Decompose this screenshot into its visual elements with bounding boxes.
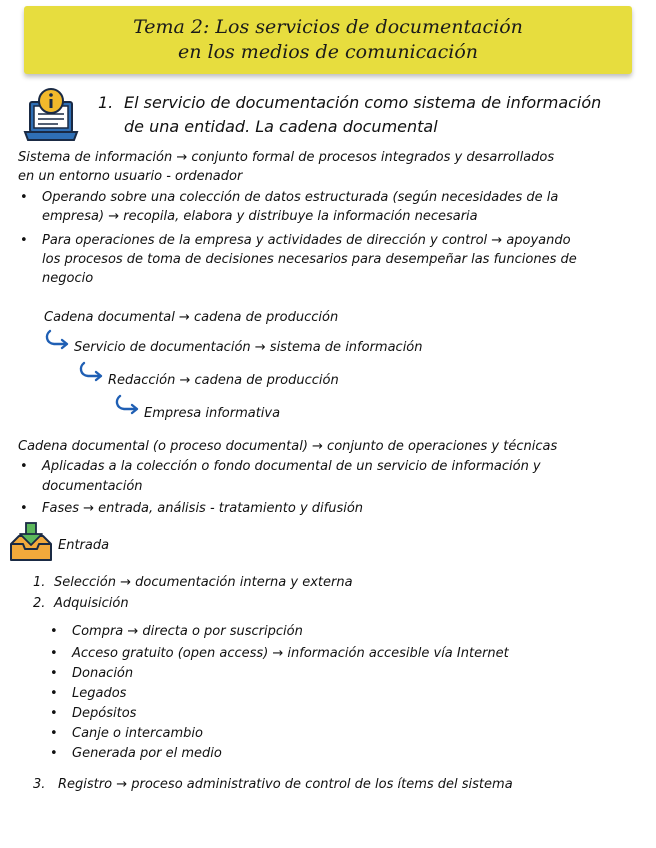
bullet-dot: • [20,190,28,205]
entrada-item-3: Registro → proceso administrativo de control de los ítems del sistema [58,777,513,792]
title-banner [24,6,632,74]
cadena-bullet-1-line-1: Aplicadas a la colección o fondo documental de un servicio de información y [42,459,541,474]
hook-arrow-icon [44,329,72,351]
cadena-bullet-2: Fases → entrada, análisis - tratamiento y difusión [42,501,364,516]
entrada-item-2-number: 2. [33,596,46,611]
bullet-dot: • [50,686,58,701]
inbox-tray-icon [8,522,54,564]
chain-line-3: Empresa informativa [144,406,281,421]
bullet-dot: • [50,624,58,639]
bullet-dot: • [50,726,58,741]
bullet-dot: • [50,706,58,721]
bullet-dot: • [50,646,58,661]
hook-arrow-icon [114,394,142,416]
sistema-bullet-1-line-1: Operando sobre una colección de datos estructurada (según necesidades de la [42,190,559,205]
section-1-number: 1. [98,93,114,112]
bullet-dot: • [20,459,28,474]
section-1-title-line-1: El servicio de documentación como sistema de información [124,93,602,112]
sistema-bullet-1-line-2: empresa) → recopila, elabora y distribuye la información necesaria [42,209,478,224]
chain-line-1: Servicio de documentación → sistema de información [74,340,423,355]
bullet-dot: • [50,746,58,761]
sistema-bullet-2-line-1: Para operaciones de la empresa y actividades de dirección y control → apoyando [42,233,571,248]
chain-line-2: Redacción → cadena de producción [108,373,339,388]
entrada-item-1: Selección → documentación interna y externa [54,575,353,590]
adquisicion-bullet-2: Acceso gratuito (open access) → información accesible vía Internet [72,646,509,661]
sistema-definition-line-2: en un entorno usuario - ordenador [18,169,243,184]
title-line-2: en los medios de comunicación [177,41,478,63]
chain-line-0: Cadena documental → cadena de producción [44,310,339,325]
sistema-definition-line-1: Sistema de información → conjunto formal de procesos integrados y desarrollados [18,150,555,165]
adquisicion-bullet-4: Legados [72,686,127,701]
sistema-bullet-2-line-2: los procesos de toma de decisiones necesarios para desempeñar las funciones de [42,252,577,267]
laptop-info-icon [22,86,80,146]
bullet-dot: • [20,501,28,516]
adquisicion-bullet-1: Compra → directa o por suscripción [72,624,303,639]
section-1-title-line-2: de una entidad. La cadena documental [124,117,438,136]
adquisicion-bullet-7: Generada por el medio [72,746,222,761]
cadena-definition: Cadena documental (o proceso documental) → conjunto de operaciones y técnicas [18,439,558,454]
sistema-bullet-2-line-3: negocio [42,271,94,286]
entrada-title: Entrada [58,538,110,553]
entrada-item-1-number: 1. [33,575,46,590]
cadena-bullet-1-line-2: documentación [42,479,143,494]
title-line-1: Tema 2: Los servicios de documentación [133,16,523,38]
bullet-dot: • [20,233,28,248]
adquisicion-bullet-3: Donación [72,666,134,681]
hook-arrow-icon [78,361,106,383]
entrada-item-2: Adquisición [54,596,129,611]
bullet-dot: • [50,666,58,681]
adquisicion-bullet-6: Canje o intercambio [72,726,203,741]
entrada-item-3-number: 3. [33,777,46,792]
adquisicion-bullet-5: Depósitos [72,706,137,721]
